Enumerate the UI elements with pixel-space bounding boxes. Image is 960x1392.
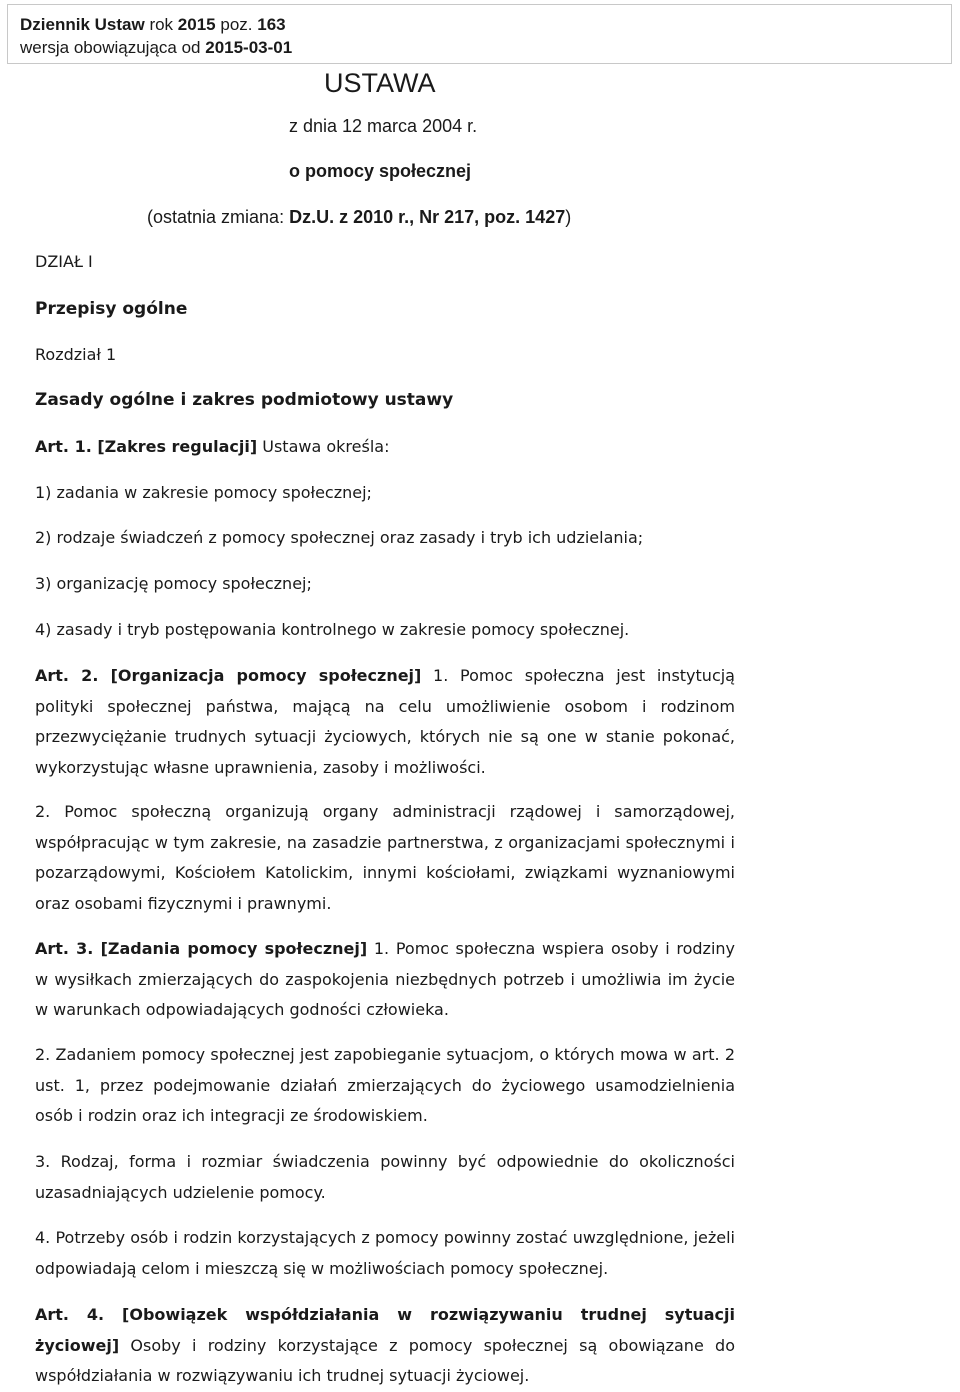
act-title: USTAWA xyxy=(324,68,436,98)
art2-paragraph-2: 2. Pomoc społeczną organizują organy administracji rządowej i samorządowej, współpracując w tym zakresie, na zasadzie partnerstwa, z organizacjami społecznymi i pozarządowymi, Kościołem Katolickim, innymi kościołami, związkami wyznaniowymi oraz osobami fizycznymi i prawnymi. xyxy=(35,802,735,913)
division-title: Przepisy ogólne xyxy=(35,299,188,319)
act-subject: o pomocy społecznej xyxy=(289,161,472,181)
art3-p1-text: 1. Pomoc społeczna wspiera osoby i rodziny w wysiłkach zmierzających do zaspokojenia niezbędnych potrzeb i umożliwia im życie w warunkach odpowiadających godności człowieka. xyxy=(35,939,735,1019)
art3-paragraph-2: 2. Zadaniem pomocy społecznej jest zapobieganie sytuacjom, o których mowa w art. 2 ust. 1, przez podejmowanie działań zmierzających do życiowego usamodzielnienia osób i rodzin oraz ich integracji ze środowiskiem. xyxy=(35,1045,735,1125)
position-value: 163 xyxy=(257,15,286,34)
art2-paragraph-1 xyxy=(35,661,735,783)
art2-heading: Art. 2. [Organizacja pomocy społecznej] xyxy=(35,666,422,685)
art3-paragraph-3: 3. Rodzaj, forma i rozmiar świadczenia powinny być odpowiednie do okoliczności uzasadniających udzielenie pomocy. xyxy=(35,1152,735,1202)
art1-item: 1) zadania w zakresie pomocy społecznej; xyxy=(35,483,372,502)
division-label: DZIAŁ I xyxy=(35,252,93,271)
art3-heading: Art. 3. [Zadania pomocy społecznej] xyxy=(35,939,368,958)
art1-item: 3) organizację pomocy społecznej; xyxy=(35,574,312,593)
document-header xyxy=(7,4,952,64)
art1-heading: Art. 1. [Zakres regulacji] xyxy=(35,437,258,456)
art1-intro: Ustawa określa: xyxy=(257,437,390,456)
change-suffix: ) xyxy=(565,207,572,227)
act-date: z dnia 12 marca 2004 r. xyxy=(289,116,478,136)
art2-p1-text: 1. Pomoc społeczna jest instytucją polityki społecznej państwa, mającą na celu umożliwienie osobom i rodzinom przezwyciężanie trudnych sytuacji życiowych, których nie są one w stanie pokonać, wykorzystując własne uprawnienia, zasoby i możliwości. xyxy=(35,666,735,777)
year-label: rok xyxy=(149,15,174,34)
art4-heading: Art. 4. [Obowiązek współdziałania w rozwiązywaniu trudnej sytuacji życiowej] xyxy=(35,1305,735,1355)
art3-paragraph-1 xyxy=(35,934,735,1026)
journal-line xyxy=(20,13,951,36)
year-value: 2015 xyxy=(177,15,216,34)
chapter-label: Rozdział 1 xyxy=(35,345,117,364)
art4-p1-text: Osoby i rodziny korzystające z pomocy społecznej są obowiązane do współdziałania w rozwiązywaniu ich trudnej sytuacji życiowej. xyxy=(35,1335,735,1385)
art1-item: 2) rodzaje świadczeń z pomocy społecznej oraz zasady i tryb ich udzielania; xyxy=(35,528,644,547)
change-prefix: (ostatnia zmiana: xyxy=(147,207,290,227)
art4-paragraph xyxy=(35,1300,735,1392)
journal-label: Dziennik Ustaw xyxy=(20,15,145,34)
version-label: wersja obowiązująca od xyxy=(20,38,201,57)
last-change-note xyxy=(147,207,571,228)
version-date: 2015-03-01 xyxy=(205,38,293,57)
position-label: poz. xyxy=(220,15,253,34)
version-line xyxy=(20,36,951,59)
art3-paragraph-4: 4. Potrzeby osób i rodzin korzystających z pomocy powinny zostać uwzględnione, jeżeli odpowiadają celom i mieszczą się w możliwościach pomocy społecznej. xyxy=(35,1228,735,1278)
change-reference: Dz.U. z 2010 r., Nr 217, poz. 1427 xyxy=(289,207,566,227)
chapter-title: Zasady ogólne i zakres podmiotowy ustawy xyxy=(35,390,454,410)
art1-item: 4) zasady i tryb postępowania kontrolnego w zakresie pomocy społecznej. xyxy=(35,620,630,639)
art1-block xyxy=(35,432,735,463)
